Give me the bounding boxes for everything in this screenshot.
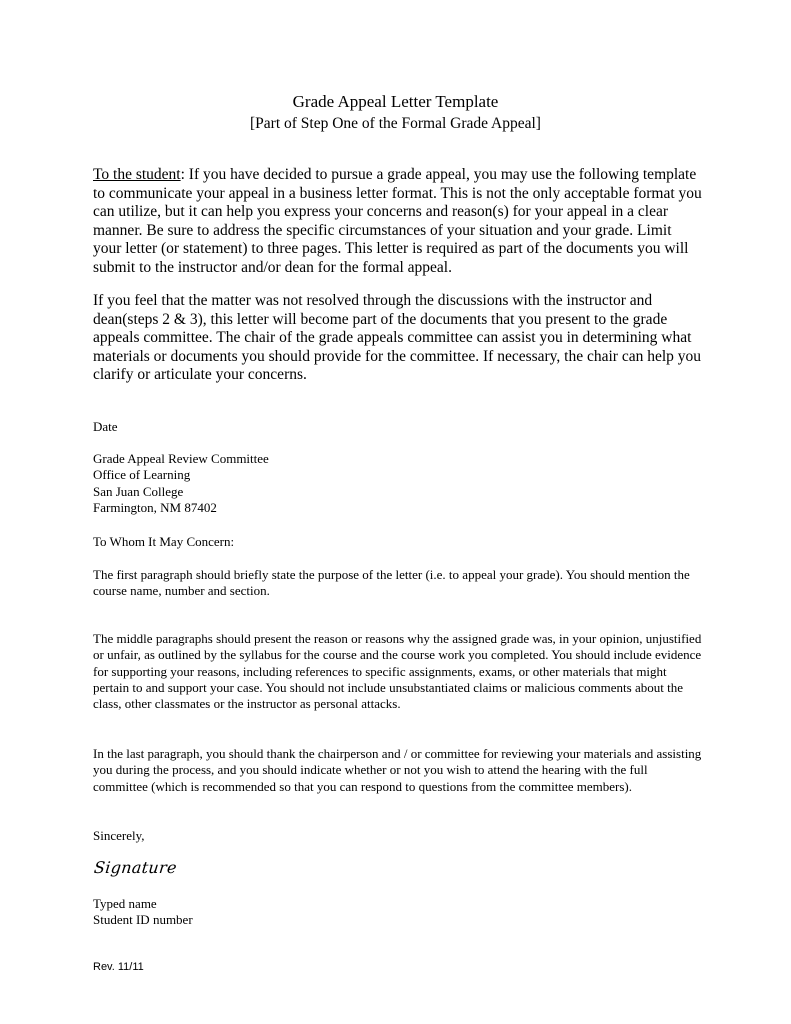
letter-date: Date xyxy=(93,419,118,434)
address-line: Farmington, NM 87402 xyxy=(93,499,217,515)
letter-paragraph-middle: The middle paragraphs should present the reason or reasons why the assigned grade was, in your opinion, unjustified or unfair, as outlined by the syllabus for the course and the course work you completed. You should include evidence for supporting your reasons, including references to specific assignments, exams, or other materials that might pertain to and support your case. You should not include unsubstantiated claims or malicious comments about the class, other classmates or the instructor as personal attacks. xyxy=(93,631,702,712)
address-line: Office of Learning xyxy=(93,467,191,483)
letter-salutation: To Whom It May Concern: xyxy=(93,534,235,549)
intro-lead: To the student xyxy=(93,166,181,183)
letter-paragraph-first: The first paragraph should briefly state the purpose of the letter (i.e. to appeal your grade). You should mention the course name, number and section. xyxy=(93,567,690,599)
document-title: Grade Appeal Letter Template xyxy=(292,92,499,111)
address-line: Grade Appeal Review Committee xyxy=(93,451,269,466)
intro-paragraph-text: : If you have decided to pursue a grade appeal, you may use the following template to communicate your appeal in a business letter format. This is not the only acceptable format you can utilize, but it can help you express your concerns and reason(s) for your appeal in a clear manner. Be sure to address the specific circumstances of your situation and your grade. Limit your letter (or statement) to three pages. This letter is required as part of the documents you will submit to the instructor and/or dean for the formal appeal. xyxy=(93,166,702,276)
student-id: Student ID number xyxy=(93,912,193,928)
intro-paragraph xyxy=(93,166,703,277)
document-subtitle: [Part of Step One of the Formal Grade Appeal] xyxy=(250,115,541,132)
signature: Signature xyxy=(93,858,178,877)
letter-closing: Sincerely, xyxy=(93,828,145,843)
revision-footer: Rev. 11/11 xyxy=(93,961,144,973)
address-line: San Juan College xyxy=(93,483,184,499)
letter-paragraph-last: In the last paragraph, you should thank the chairperson and / or committee for reviewing your materials and assisting you during the process, and you should indicate whether or not you wish to attend the hearing with the full committee (which is recommended so that you can respond to questions from the committee members). xyxy=(93,746,702,794)
recipient-address xyxy=(93,451,693,516)
signature-block xyxy=(93,896,693,929)
intro-paragraph-2: If you feel that the matter was not resolved through the discussions with the instructor and dean(steps 2 & 3), this letter will become part of the documents that you present to the grade appeals committee. The chair of the grade appeals committee can assist you in determining what materials or documents you should provide for the committee. If necessary, the chair can help you clarify or articulate your concerns. xyxy=(93,292,702,383)
typed-name: Typed name xyxy=(93,896,157,911)
